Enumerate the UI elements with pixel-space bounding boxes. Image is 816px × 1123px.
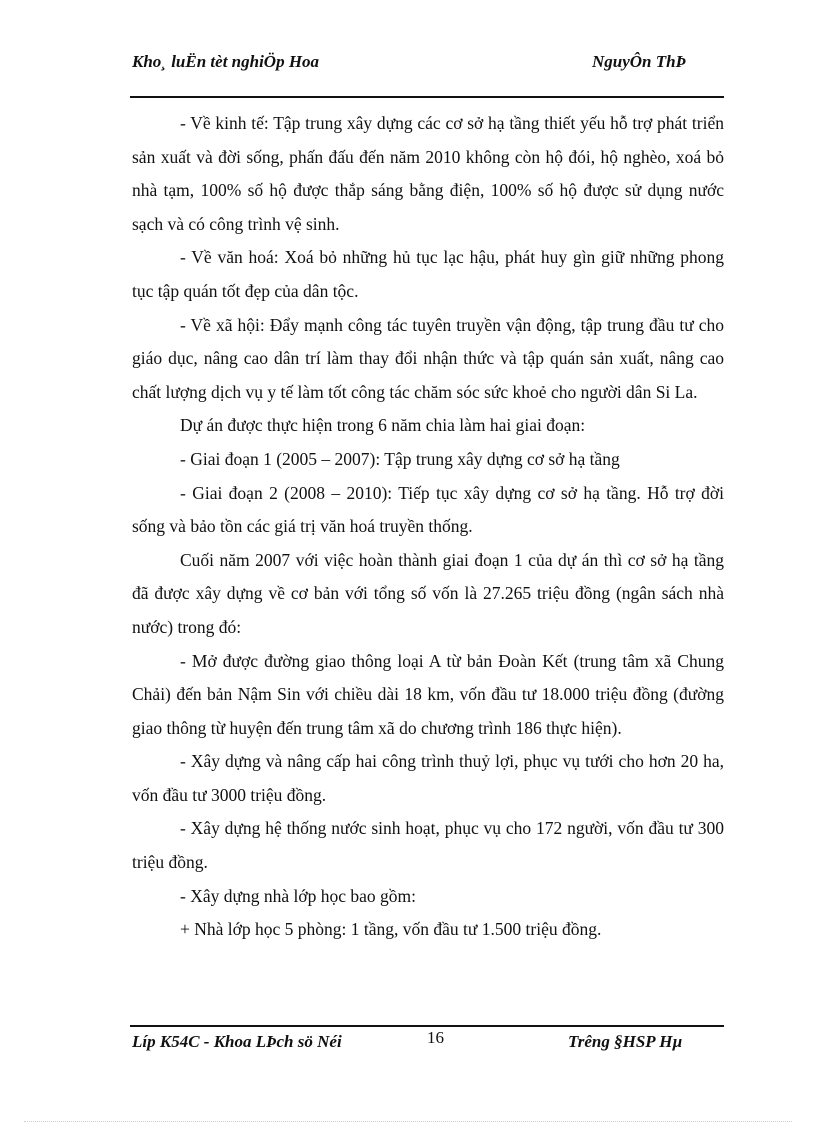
paragraph: - Về kinh tế: Tập trung xây dựng các cơ sở hạ tầng thiết yếu hỗ trợ phát triển sản xuất và đời sống, phấn đấu đến năm 2010 không còn hộ đói, hộ nghèo, xoá bỏ nhà tạm, 100% số hộ được thắp sáng bằng điện, 100% số hộ được sử dụng nước sạch và có công trình vệ sinh. — [132, 113, 724, 234]
paragraph: - Xây dựng nhà lớp học bao gồm: — [180, 885, 416, 906]
paragraph: - Mở được đường giao thông loại A từ bản Đoàn Kết (trung tâm xã Chung Chải) đến bản Nậm Sin với chiều dài 18 km, vốn đầu tư 18.000 triệu đồng (đường giao thông từ huyện đến trung tâm xã do chương trình 186 thực hiện). — [132, 650, 724, 738]
paragraph: - Xây dựng và nâng cấp hai công trình thuỷ lợi, phục vụ tưới cho hơn 20 ha, vốn đầu tư 3000 triệu đồng. — [132, 751, 724, 805]
footer-left: Líp K54C - Khoa LÞch sö Néi — [132, 1032, 342, 1051]
page-number: 16 — [427, 1028, 444, 1047]
paragraph: - Về xã hội: Đẩy mạnh công tác tuyên truyền vận động, tập trung đầu tư cho giáo dục, nâng cao dân trí làm thay đổi nhận thức và tập quán sản xuất, nâng cao chất lượng dịch vụ y tế làm tốt công tác chăm sóc sức khoẻ cho người dân Si La. — [132, 314, 724, 402]
header-left: Kho¸ luËn tèt nghiÖp Hoa — [132, 52, 320, 71]
paragraph: Dự án được thực hiện trong 6 năm chia làm hai giai đoạn: — [180, 415, 586, 436]
page-edge-divider — [24, 1121, 792, 1122]
paragraph: - Về văn hoá: Xoá bỏ những hủ tục lạc hậu, phát huy gìn giữ những phong tục tập quán tốt đẹp của dân tộc. — [132, 247, 724, 301]
paragraph: - Giai đoạn 1 (2005 – 2007): Tập trung xây dựng cơ sở hạ tầng — [180, 448, 620, 469]
header-rule — [130, 96, 724, 98]
paragraph: - Giai đoạn 2 (2008 – 2010): Tiếp tục xây dựng cơ sở hạ tầng. Hỗ trợ đời sống và bảo tồn các giá trị văn hoá truyền thống. — [132, 482, 724, 537]
paragraph: Cuối năm 2007 với việc hoàn thành giai đoạn 1 của dự án thì cơ sở hạ tầng đã được xây dựng về cơ bản với tổng số vốn là 27.265 triệu đồng (ngân sách nhà nước) trong đó: — [132, 549, 724, 637]
paragraph: - Xây dựng hệ thống nước sinh hoạt, phục vụ cho 172 người, vốn đầu tư 300 triệu đồng. — [132, 818, 724, 873]
page-body — [132, 107, 724, 947]
header-right: NguyÔn ThÞ — [592, 52, 686, 71]
paragraph: + Nhà lớp học 5 phòng: 1 tầng, vốn đầu tư 1.500 triệu đồng. — [180, 919, 602, 940]
footer-right: Trêng §HSP Hµ — [568, 1032, 683, 1051]
